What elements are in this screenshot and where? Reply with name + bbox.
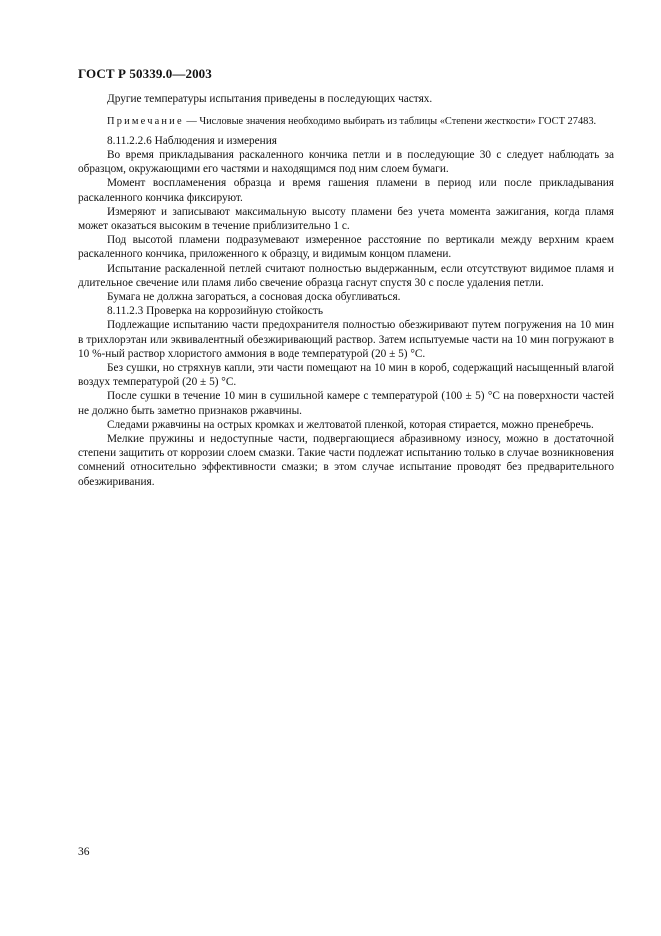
paragraph-degreasing: Подлежащие испытанию части предохранителя полностью обезжиривают путем погружения на 10 мин в трихлорэтан или эквивалентный обезжиривающий раствор. Затем испытуемые части на 10 мин погружают в 10 %-ный раствор хлористого аммония в воде температурой (20 ± 5) °С.	[78, 319, 614, 360]
page-body	[78, 92, 614, 489]
paragraph-springs-lubrication: Мелкие пружины и недоступные части, подвергающиеся абразивному износу, можно в достаточной степени защитить от коррозии слоем смазки. Такие части подлежат испытанию только в случае возникновения сомнений относительно эффективности смазки; в этом случае испытание проводят без предварительного обезжиривания.	[78, 432, 614, 488]
section-heading-observations: 8.11.2.2.6 Наблюдения и измерения	[107, 134, 277, 147]
paragraph-ignition-moment: Момент воспламенения образца и время гашения пламени в период или после прикладывания раскаленного кончика фиксируют.	[78, 177, 614, 204]
paragraph-other-temperatures: Другие температуры испытания приведены в последующих частях.	[107, 93, 433, 105]
section-heading-corrosion: 8.11.2.3 Проверка на коррозийную стойкость	[107, 305, 324, 318]
note-label: Примечание	[107, 116, 184, 128]
paragraph-observation: Во время прикладывания раскаленного кончика петли и в последующие 30 с следует наблюдать за образцом, окружающими его частями и находящимся под ним слоем бумаги.	[78, 148, 614, 176]
paragraph-flame-height-measure: Измеряют и записывают максимальную высоту пламени без учета момента зажигания, когда пламя может оказаться высоким в течение приблизительно 1 с.	[78, 205, 614, 232]
paragraph-humid-box: Без сушки, но стряхнув капли, эти части помещают на 10 мин в короб, содержащий насыщенный влагой воздух температурой (20 ± 5) °С.	[78, 361, 614, 389]
standard-designation: ГОСТ Р 50339.0—2003	[78, 66, 212, 81]
page-number: 36	[78, 846, 90, 858]
paragraph-drying: После сушки в течение 10 мин в сушильной камере с температурой (100 ± 5) °С на поверхности частей не должно быть заметно признаков ржавчины.	[78, 390, 614, 417]
note	[78, 115, 614, 129]
paragraph-paper-board: Бумага не должна загораться, а сосновая доска обугливаться.	[107, 290, 401, 303]
paragraph-rust-traces: Следами ржавчины на острых кромках и желтоватой пленкой, которая стирается, можно пренебречь.	[107, 418, 594, 431]
paragraph-test-passed: Испытание раскаленной петлей считают полностью выдержанным, если отсутствуют видимое пламя и длительное свечение или пламя либо свечение образца гаснут спустя 30 с после удаления петли.	[78, 262, 614, 289]
paragraph-flame-height-definition: Под высотой пламени подразумевают измеренное расстояние по вертикали между верхним краем раскаленного кончика, приложенного к образцу, и видимым концом пламени.	[78, 234, 614, 261]
note-text: — Числовые значения необходимо выбирать из таблицы «Степени жесткости» ГОСТ 27483.	[183, 116, 597, 128]
